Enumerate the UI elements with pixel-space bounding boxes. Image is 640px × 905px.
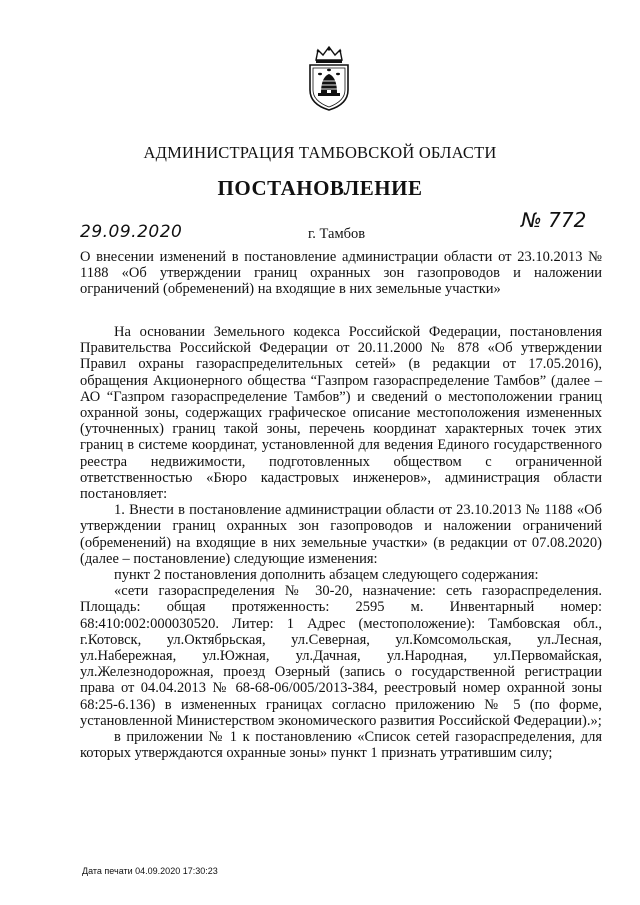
document-city: г. Тамбов [308,226,366,242]
document-type-title: ПОСТАНОВЛЕНИЕ [217,176,423,200]
print-date: Дата печати 04.09.2020 17:30:23 [82,866,218,876]
paragraph-item-1: 1. Внести в постановление администрации области от 23.10.2013 № 1188 «Об утверждении границ охранных зон газопроводов и наложении ограничений (обременений) на входящие в них земельные участки» (в редакции от 07.08.2020) (далее – постановление) следующие изменения: [80,502,602,567]
organization-title: АДМИНИСТРАЦИЯ ТАМБОВСКОЙ ОБЛАСТИ [143,143,497,162]
document-date: 29.09.2020 [80,222,183,242]
document-subject: О внесении изменений в постановление администрации области от 23.10.2013 № 1188 «Об утверждении границ охранных зон газопроводов и наложении ограничений (обременений) на входящие в них земельные участки» [80,249,602,297]
tambov-coat-of-arms-icon [304,46,354,112]
paragraph-appendix-1: в приложении № 1 к постановлению «Список сетей газораспределения, для которых утверждаются охранные зоны» пункт 1 признать утратившим силу; [80,729,602,762]
paragraph-point-2: пункт 2 постановления дополнить абзацем следующего содержания: [114,567,539,584]
document-number: № 772 [521,208,587,232]
paragraph-gas-network: «сети газораспределения № 30-20, назначение: сеть газораспределения. Площадь: общая протяженность: 2595 м. Инвентарный номер: 68:410:002:000030520. Литер: 1 Адрес (местоположение): Тамбовская обл., г.Котовск, ул.Октябрьская, ул.Северная, ул.Комсомольская, ул.Лесная, ул.Набережная, ул.Южная, ул.Дачная, ул.Народная, ул.Первомайская, ул.Железнодорожная, проезд Озерный (запись о государственной регистрации права от 04.04.2013 № 68-68-06/005/2013-384, реестровый номер охранной зоны 68:25-6.136) в измененных границах согласно приложению № 5 (по форме, установленной Министерством экономического развития Российской Федерации).»; [80,583,602,729]
document-body [80,324,602,761]
paragraph-preamble: На основании Земельного кодекса Российской Федерации, постановления Правительства Российской Федерации от 20.11.2000 № 878 «Об утверждении Правил охраны газораспределительных сетей» (в редакции от 17.05.2016), обращения Акционерного общества “Газпром газораспределение Тамбов” (далее – АО “Газпром газораспределение Тамбов”) и сведений о местоположении границ охранной зоны, содержащих графическое описание местоположения измененных (уточненных) границ такой зоны, перечень координат характерных точек этих границ в системе координат, установленной для ведения Единого государственного реестра недвижимости, подготовленных обществом с ограниченной ответственностью «Бюро кадастровых инженеров», администрация области постановляет: [80,324,602,503]
